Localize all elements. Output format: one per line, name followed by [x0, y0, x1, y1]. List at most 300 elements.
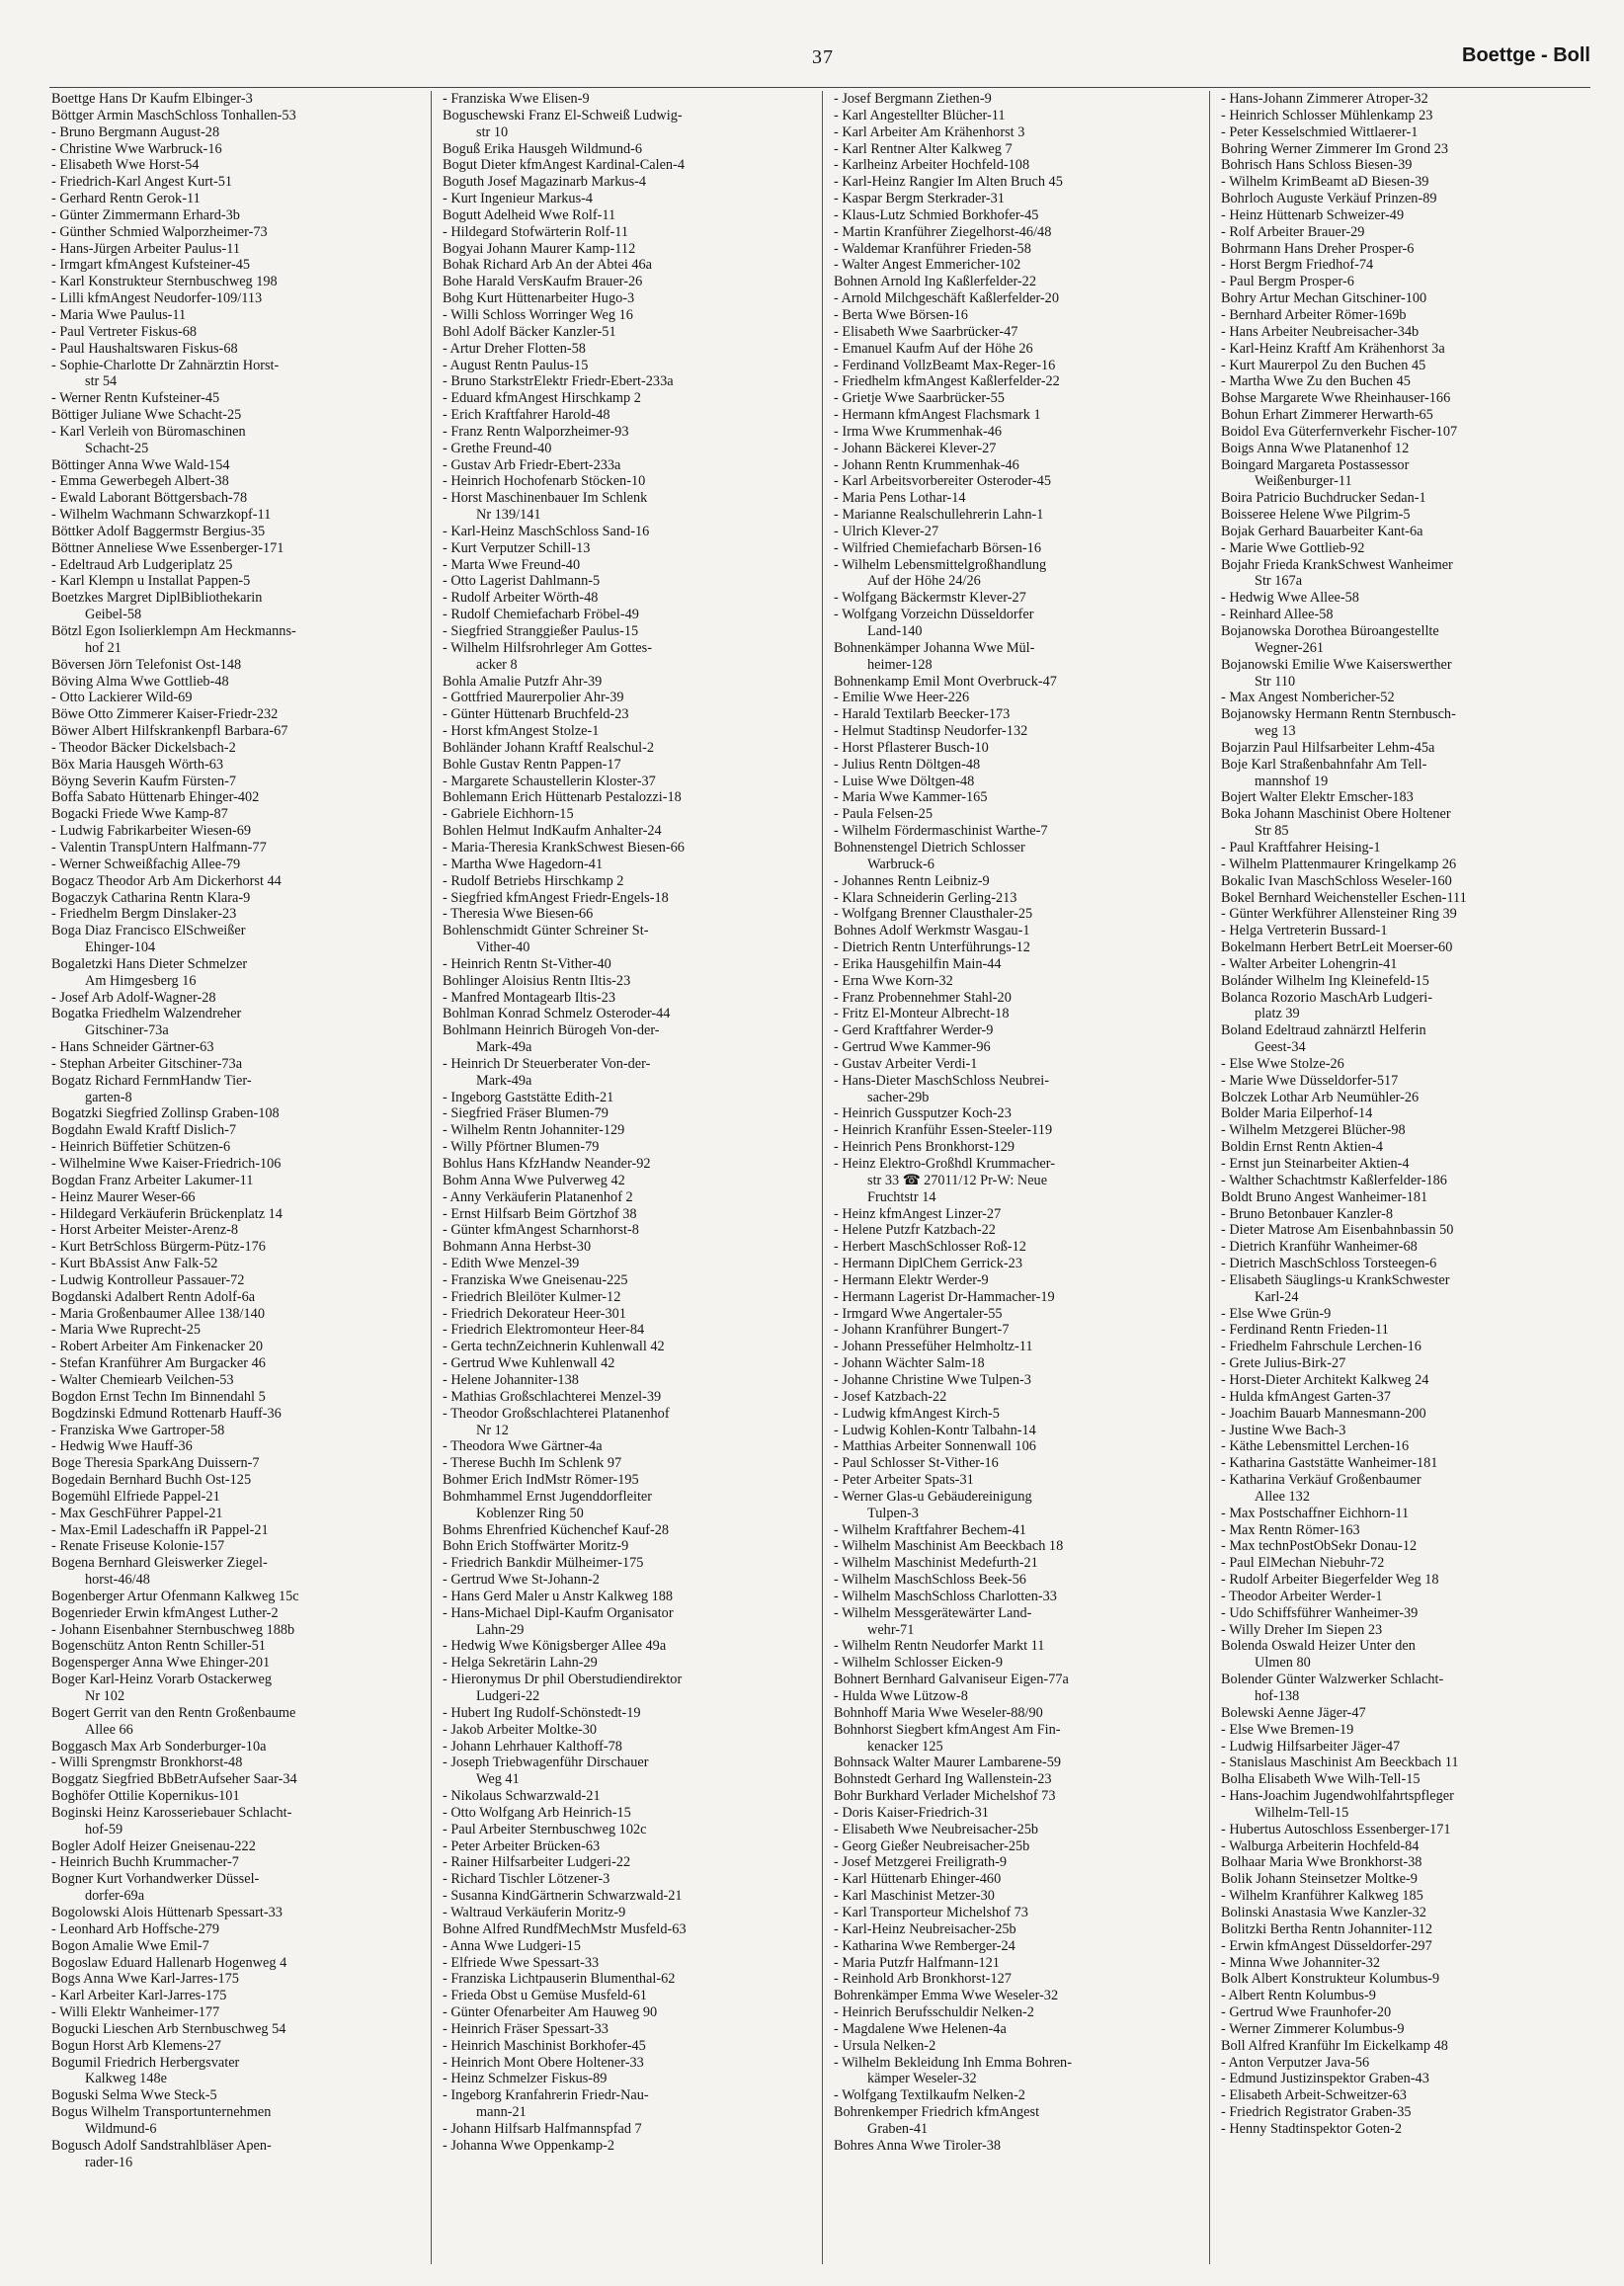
entry-text: - Hans-Jürgen Arbeiter Paulus-11: [51, 240, 240, 257]
directory-entry: [834, 1771, 1205, 1788]
entry-text: Bohrenkämper Emma Wwe Weseler-32: [834, 1988, 1059, 2004]
directory-entry: [443, 674, 814, 691]
directory-entry: [443, 1805, 814, 1822]
entry-text: Böversen Jörn Telefonist Ost-148: [51, 656, 242, 673]
entry-text: Bojanowska Dorothea Büroangestellte: [1221, 623, 1439, 639]
directory-entry: [443, 1638, 814, 1655]
entry-text: - Günther Schmied Walporzheimer-73: [51, 223, 268, 240]
entry-text: - Siegfried Stranggießer Paulus-15: [443, 623, 639, 639]
directory-entry: [834, 1672, 1205, 1688]
entry-text: - Elisabeth Wwe Neubreisacher-25b: [834, 1821, 1039, 1837]
directory-entry: [1221, 740, 1596, 757]
entry-continuation: acker 8: [476, 656, 518, 673]
directory-entry: [443, 341, 814, 358]
entry-text: - Rainer Hilfsarbeiter Ludgeri-22: [443, 1854, 631, 1871]
directory-entry: [443, 1122, 814, 1139]
directory-entry: [51, 274, 423, 290]
directory-entry: [1221, 1888, 1596, 1905]
directory-entry: [443, 274, 814, 290]
directory-entry: [1221, 590, 1596, 607]
directory-entry: [443, 2038, 814, 2055]
directory-entry: [443, 1105, 814, 1122]
entry-text: - Erika Hausgehilfin Main-44: [834, 955, 1002, 972]
entry-text: - Martin Kranführer Ziegelhorst-46/48: [834, 223, 1052, 240]
directory-entry: [834, 1905, 1205, 1921]
directory-entry: [51, 224, 423, 241]
directory-entry: [443, 1289, 814, 1306]
entry-text: - Wolfgang Brenner Clausthaler-25: [834, 906, 1033, 923]
directory-entry: [1221, 2004, 1596, 2021]
directory-entry: [443, 774, 814, 790]
entry-text: - Ludwig Fabrikarbeiter Wiesen-69: [51, 823, 252, 840]
directory-entry: [443, 1555, 814, 1572]
directory-entry: [1221, 623, 1596, 657]
entry-text: - Karl Hüttenarb Ehinger-460: [834, 1871, 1002, 1888]
entry-text: Boggatz Siegfried BbBetrAufseher Saar-34: [51, 1771, 297, 1788]
entry-text: Bogler Adolf Heizer Gneisenau-222: [51, 1837, 256, 1854]
entry-text: - Friedrich Elektromonteur Heer-84: [443, 1322, 645, 1339]
directory-entry: [51, 1389, 423, 1406]
directory-entry: [1221, 2104, 1596, 2121]
directory-entry: [51, 108, 423, 124]
entry-continuation: Wildmund-6: [85, 2120, 157, 2137]
entry-text: - Wilhelm Metzgerei Blücher-98: [1221, 1122, 1406, 1139]
entry-continuation: Vither-40: [476, 939, 530, 956]
entry-text: - Renate Friseuse Kolonie-157: [51, 1538, 225, 1555]
entry-text: Bojert Walter Elektr Emscher-183: [1221, 789, 1414, 806]
entry-text: - Sophie-Charlotte Dr Zahnärztin Horst-: [51, 357, 280, 373]
entry-text: Bohnstedt Gerhard Ing Wallenstein-23: [834, 1771, 1052, 1788]
entry-continuation: rader-16: [85, 2154, 133, 2170]
directory-column-4: [1221, 91, 1596, 2264]
directory-entry: [51, 757, 423, 774]
directory-entry: [443, 407, 814, 424]
directory-entry: [443, 1971, 814, 1988]
directory-entry: [443, 1788, 814, 1805]
directory-entry: [1221, 1788, 1596, 1822]
directory-entry: [834, 990, 1205, 1007]
entry-continuation: Nr 102: [85, 1688, 125, 1704]
directory-entry: [443, 1888, 814, 1905]
directory-entry: [1221, 557, 1596, 591]
entry-text: - Stefan Kranführer Am Burgacker 46: [51, 1355, 266, 1372]
entry-text: - Irmgart kfmAngest Kufsteiner-45: [51, 257, 251, 274]
entry-text: - Bruno Bergmann August-28: [51, 123, 220, 140]
entry-text: Bokel Bernhard Weichensteller Eschen-111: [1221, 889, 1467, 906]
directory-entry: [51, 723, 423, 740]
directory-entry: [1221, 1173, 1596, 1189]
directory-entry: [51, 1455, 423, 1472]
entry-text: - Heinrich Schlosser Mühlenkamp 23: [1221, 107, 1433, 123]
directory-entry: [1221, 857, 1596, 873]
entry-text: - Friedrich-Karl Angest Kurt-51: [51, 174, 233, 191]
directory-entry: [1221, 390, 1596, 407]
directory-entry: [1221, 274, 1596, 290]
directory-entry: [834, 1239, 1205, 1256]
entry-text: Boll Alfred Kranführ Im Eickelkamp 48: [1221, 2037, 1448, 2054]
directory-entry: [51, 2055, 423, 2088]
entry-text: - Heinz kfmAngest Linzer-27: [834, 1205, 1002, 1222]
directory-entry: [51, 1905, 423, 1921]
directory-entry: [443, 91, 814, 108]
directory-entry: [51, 1438, 423, 1455]
entry-text: - Julius Rentn Döltgen-48: [834, 756, 981, 773]
entry-text: Boga Diaz Francisco ElSchweißer: [51, 923, 246, 939]
entry-continuation: Warbruck-6: [867, 856, 934, 872]
directory-entry: [834, 923, 1205, 939]
directory-entry: [443, 1905, 814, 1921]
directory-entry: [1221, 1921, 1596, 1938]
directory-entry: [443, 1056, 814, 1090]
entry-continuation: weg 13: [1255, 723, 1296, 740]
page-header: [0, 0, 1624, 94]
entry-text: - Hermann DiplChem Gerrick-23: [834, 1256, 1022, 1272]
directory-entry: [443, 2087, 814, 2121]
directory-entry: [1221, 1838, 1596, 1855]
entry-continuation: Land-140: [867, 623, 923, 639]
entry-text: - Therese Buchh Im Schlenk 97: [443, 1455, 622, 1472]
directory-entry: [1221, 1938, 1596, 1955]
entry-text: - Christine Wwe Warbruck-16: [51, 140, 222, 157]
entry-text: - Marianne Realschullehrerin Lahn-1: [834, 507, 1044, 524]
entry-continuation: Ulmen 80: [1255, 1655, 1311, 1672]
entry-text: - Klara Schneiderin Gerling-213: [834, 889, 1017, 906]
directory-entry: [834, 1705, 1205, 1722]
directory-entry: [1221, 1389, 1596, 1406]
directory-entry: [51, 290, 423, 307]
directory-entry: [1221, 1139, 1596, 1156]
directory-entry: [51, 91, 423, 108]
directory-entry: [443, 290, 814, 307]
entry-continuation: Graben-41: [867, 2120, 929, 2137]
directory-entry: [1221, 1755, 1596, 1771]
entry-text: - Ursula Nelken-2: [834, 2037, 936, 2054]
entry-text: - Wilhelmine Wwe Kaiser-Friedrich-106: [51, 1156, 282, 1172]
entry-text: - Elfriede Wwe Spessart-33: [443, 1954, 600, 1971]
directory-entry: [834, 757, 1205, 774]
entry-text: - Waldemar Kranführer Frieden-58: [834, 240, 1031, 257]
entry-continuation: horst-46/48: [85, 1572, 150, 1589]
entry-text: - Karl Arbeitsvorbereiter Osteroder-45: [834, 473, 1052, 490]
directory-entry: [1221, 324, 1596, 341]
entry-text: - Horst kfmAngest Stolze-1: [443, 723, 600, 740]
entry-text: - Friedrich Dekorateur Heer-301: [443, 1305, 626, 1322]
directory-entry: [51, 623, 423, 657]
entry-text: - Reinhard Allee-58: [1221, 607, 1334, 623]
entry-text: - Paul Haushaltswaren Fiskus-68: [51, 340, 238, 357]
entry-text: - Marie Wwe Düsseldorfer-517: [1221, 1072, 1399, 1089]
entry-text: Bolk Albert Konstrukteur Kolumbus-9: [1221, 1971, 1440, 1988]
entry-text: Böwer Albert Hilfskrankenpfl Barbara-67: [51, 723, 288, 740]
directory-entry: [443, 358, 814, 374]
entry-text: Bolanca Rozorio MaschArb Ludgeri-: [1221, 989, 1432, 1006]
directory-entry: [51, 191, 423, 207]
entry-text: - Theodora Wwe Gärtner-4a: [443, 1438, 603, 1455]
entry-text: - Heinz Hüttenarb Schweizer-49: [1221, 206, 1405, 223]
directory-entry: [51, 174, 423, 191]
entry-text: - Otto Lagerist Dahlmann-5: [443, 573, 601, 590]
entry-text: Bohlenschmidt Günter Schreiner St-: [443, 923, 649, 939]
entry-text: - Karl Angestellter Blücher-11: [834, 107, 1006, 123]
entry-text: - Hedwig Wwe Königsberger Allee 49a: [443, 1638, 667, 1655]
directory-entry: [51, 407, 423, 424]
directory-entry: [834, 1788, 1205, 1805]
entry-text: - Johann Pressefüher Helmholtz-11: [834, 1339, 1033, 1355]
entry-text: - Mathias Großschlachterei Menzel-39: [443, 1388, 662, 1405]
directory-entry: [51, 557, 423, 574]
directory-entry: [443, 1455, 814, 1472]
directory-entry: [51, 324, 423, 341]
entry-text: Böwe Otto Zimmerer Kaiser-Friedr-232: [51, 706, 279, 723]
entry-text: - Rudolf Arbeiter Biegerfelder Weg 18: [1221, 1572, 1439, 1589]
directory-entry: [443, 1538, 814, 1555]
directory-entry: [834, 823, 1205, 840]
directory-entry: [1221, 2071, 1596, 2087]
directory-entry: [1221, 840, 1596, 857]
entry-continuation: Ehinger-104: [85, 939, 156, 956]
directory-entry: [1221, 890, 1596, 907]
directory-entry: [51, 358, 423, 391]
entry-text: Bogenschütz Anton Rentn Schiller-51: [51, 1638, 266, 1655]
directory-entry: [834, 1589, 1205, 1605]
entry-text: - Max Angest Nombericher-52: [1221, 690, 1395, 706]
entry-text: - Walter Arbeiter Lohengrin-41: [1221, 955, 1398, 972]
directory-entry: [51, 1705, 423, 1739]
directory-entry: [834, 1073, 1205, 1106]
entry-text: - Wolfgang Textilkaufm Nelken-2: [834, 2087, 1025, 2104]
entry-text: - Theodor Arbeiter Werder-1: [1221, 1588, 1383, 1604]
entry-text: - Paul Vertreter Fiskus-68: [51, 323, 198, 340]
directory-entry: [51, 1938, 423, 1955]
entry-text: Bogedain Bernhard Buchh Ost-125: [51, 1472, 252, 1489]
entry-text: - Peter Arbeiter Spats-31: [834, 1472, 974, 1489]
entry-text: - Stanislaus Maschinist Am Beeckbach 11: [1221, 1755, 1459, 1771]
entry-text: Bohmhammel Ernst Jugenddorfleiter: [443, 1488, 653, 1505]
entry-text: Bokalic Ivan MaschSchloss Weseler-160: [1221, 872, 1452, 889]
directory-entry: [443, 690, 814, 706]
entry-text: Böttker Adolf Baggermstr Bergius-35: [51, 523, 266, 539]
entry-text: - Johanna Wwe Oppenkamp-2: [443, 2137, 615, 2154]
directory-entry: [443, 1306, 814, 1323]
directory-entry: [834, 1455, 1205, 1472]
directory-entry: [1221, 1555, 1596, 1572]
entry-continuation: Geibel-58: [85, 607, 142, 623]
entry-text: - Hans Gerd Maler u Anstr Kalkweg 188: [443, 1588, 674, 1604]
directory-entry: [443, 141, 814, 158]
entry-text: Boidol Eva Güterfernverkehr Fischer-107: [1221, 423, 1458, 440]
directory-entry: [51, 241, 423, 258]
directory-entry: [443, 1339, 814, 1355]
entry-text: - Edmund Justizinspektor Graben-43: [1221, 2071, 1429, 2087]
directory-entry: [443, 873, 814, 890]
directory-entry: [834, 840, 1205, 873]
directory-entry: [834, 607, 1205, 640]
entry-continuation: Allee 132: [1255, 1488, 1310, 1505]
entry-text: - Karl Rentner Alter Kalkweg 7: [834, 140, 1013, 157]
directory-entry: [51, 1771, 423, 1788]
entry-text: - Rudolf Betriebs Hirschkamp 2: [443, 872, 624, 889]
directory-entry: [834, 873, 1205, 890]
directory-entry: [1221, 1322, 1596, 1339]
directory-entry: [834, 1122, 1205, 1139]
entry-text: - Gustav Arbeiter Verdi-1: [834, 1055, 978, 1072]
entry-text: Bogert Gerrit van den Rentn Großenbaume: [51, 1704, 296, 1721]
directory-entry: [834, 1522, 1205, 1539]
entry-text: - Bruno StarkstrElektr Friedr-Ebert-233a: [443, 373, 674, 390]
entry-text: - Heinrich Maschinist Borkhofer-45: [443, 2037, 646, 2054]
directory-entry: [834, 124, 1205, 141]
entry-text: Böving Alma Wwe Gottlieb-48: [51, 673, 229, 690]
directory-entry: [834, 1322, 1205, 1339]
directory-entry: [834, 1888, 1205, 1905]
directory-entry: [51, 2138, 423, 2171]
directory-entry: [834, 91, 1205, 108]
directory-entry: [1221, 690, 1596, 706]
directory-entry: [834, 407, 1205, 424]
directory-entry: [834, 224, 1205, 241]
directory-entry: [834, 1638, 1205, 1655]
entry-text: - Albert Rentn Kolumbus-9: [1221, 1988, 1376, 2004]
entry-text: - Karlheinz Arbeiter Hochfeld-108: [834, 157, 1030, 174]
entry-text: Bohländer Johann Kraftf Realschul-2: [443, 739, 654, 756]
entry-text: - Ewald Laborant Böttgersbach-78: [51, 490, 248, 507]
directory-entry: [443, 390, 814, 407]
directory-entry: [51, 1555, 423, 1589]
entry-text: Bohnsack Walter Maurer Lambarene-59: [834, 1755, 1062, 1771]
directory-entry: [51, 490, 423, 507]
directory-entry: [834, 257, 1205, 274]
entry-text: Bogdahn Ewald Kraftf Dislich-7: [51, 1122, 237, 1139]
directory-entry: [51, 424, 423, 457]
directory-entry: [51, 573, 423, 590]
entry-text: Bohnenkämper Johanna Wwe Mül-: [834, 639, 1035, 656]
directory-entry: [443, 906, 814, 923]
directory-entry: [834, 973, 1205, 990]
directory-entry: [51, 341, 423, 358]
directory-entry: [834, 1755, 1205, 1771]
directory-entry: [443, 157, 814, 174]
entry-text: Bohnert Bernhard Galvaniseur Eigen-77a: [834, 1672, 1069, 1688]
directory-entry: [51, 1355, 423, 1372]
directory-entry: [834, 1206, 1205, 1223]
entry-text: - Magdalene Wwe Helenen-4a: [834, 2020, 1007, 2037]
directory-entry: [443, 789, 814, 806]
entry-text: - Edith Wwe Menzel-39: [443, 1256, 580, 1272]
entry-text: Bogatz Richard FernmHandw Tier-: [51, 1072, 252, 1089]
entry-text: Bohres Anna Wwe Tiroler-38: [834, 2137, 1002, 2154]
entry-text: - Theodor Großschlachterei Platanenhof: [443, 1405, 670, 1422]
entry-text: - Peter Arbeiter Brücken-63: [443, 1837, 601, 1854]
directory-entry: [443, 1090, 814, 1106]
directory-entry: [51, 857, 423, 873]
entry-text: - Grethe Freund-40: [443, 440, 552, 456]
directory-entry: [51, 1272, 423, 1289]
entry-text: - Maria Wwe Kammer-165: [834, 789, 988, 806]
entry-text: - Else Wwe Stolze-26: [1221, 1055, 1344, 1072]
directory-entry: [834, 1555, 1205, 1572]
directory-entry: [834, 1822, 1205, 1838]
directory-entry: [1221, 1239, 1596, 1256]
directory-entry: [51, 2021, 423, 2038]
entry-text: - Hans-Michael Dipl-Kaufm Organisator: [443, 1604, 674, 1621]
entry-text: - Heinrich Gussputzer Koch-23: [834, 1105, 1012, 1122]
entry-text: Boettge Hans Dr Kaufm Elbinger-3: [51, 91, 253, 107]
entry-text: - Friedrich Registrator Graben-35: [1221, 2104, 1412, 2121]
entry-text: - Wolfgang Bäckermstr Klever-27: [834, 590, 1026, 607]
directory-entry: [834, 890, 1205, 907]
entry-text: - Dietrich MaschSchloss Torsteegen-6: [1221, 1256, 1437, 1272]
entry-text: - Minna Wwe Johanniter-32: [1221, 1954, 1381, 1971]
entry-text: - Heinrich Fräser Spessart-33: [443, 2020, 609, 2037]
entry-text: - Karl Arbeiter Am Krähenhorst 3: [834, 123, 1025, 140]
directory-entry: [51, 690, 423, 706]
entry-text: - Paul Schlosser St-Vither-16: [834, 1455, 999, 1472]
directory-entry: [1221, 1339, 1596, 1355]
directory-entry: [443, 1838, 814, 1855]
entry-text: Bogdzinski Edmund Rottenarb Hauff-36: [51, 1405, 282, 1422]
directory-entry: [443, 241, 814, 258]
directory-entry: [834, 174, 1205, 191]
entry-text: Bohse Margarete Wwe Rheinhauser-166: [1221, 390, 1451, 407]
entry-text: Bokelmann Herbert BetrLeit Moerser-60: [1221, 939, 1453, 956]
entry-text: Bohn Erich Stoffwärter Moritz-9: [443, 1538, 629, 1555]
directory-entry: [51, 307, 423, 324]
entry-continuation: hof-138: [1255, 1688, 1300, 1704]
entry-text: - Horst Maschinenbauer Im Schlenk: [443, 490, 648, 507]
directory-entry: [443, 973, 814, 990]
directory-entry: [1221, 1722, 1596, 1739]
directory-entry: [51, 257, 423, 274]
directory-entry: [1221, 2055, 1596, 2072]
entry-text: Bohla Amalie Putzfr Ahr-39: [443, 673, 603, 690]
directory-entry: [51, 1173, 423, 1189]
directory-entry: [443, 857, 814, 873]
directory-entry: [443, 990, 814, 1007]
directory-entry: [834, 358, 1205, 374]
directory-entry: [1221, 1206, 1596, 1223]
entry-text: Boguth Josef Magazinarb Markus-4: [443, 174, 647, 191]
directory-entry: [51, 1156, 423, 1173]
entry-continuation: Schacht-25: [85, 440, 149, 456]
directory-entry: [834, 1489, 1205, 1522]
directory-entry: [834, 1438, 1205, 1455]
directory-entry: [1221, 1638, 1596, 1672]
directory-entry: [834, 473, 1205, 490]
entry-text: Bolánder Wilhelm Ing Kleinefeld-15: [1221, 972, 1429, 989]
directory-entry: [51, 2004, 423, 2021]
directory-entry: [1221, 1988, 1596, 2004]
entry-text: - Heinrich Dr Steuerberater Von-der-: [443, 1055, 651, 1072]
entry-text: Bohnenstengel Dietrich Schlosser: [834, 839, 1025, 856]
directory-entry: [834, 390, 1205, 407]
directory-entry: [1221, 2121, 1596, 2138]
directory-entry: [1221, 407, 1596, 424]
directory-entry: [443, 1938, 814, 1955]
entry-text: - Gertrud Wwe St-Johann-2: [443, 1572, 600, 1589]
directory-entry: [1221, 207, 1596, 224]
entry-text: - Gottfried Maurerpolier Ahr-39: [443, 690, 624, 706]
directory-entry: [1221, 241, 1596, 258]
entry-text: Bojarzin Paul Hilfsarbeiter Lehm-45a: [1221, 739, 1435, 756]
directory-entry: [51, 1206, 423, 1223]
entry-text: - Werner Zimmerer Kolumbus-9: [1221, 2020, 1405, 2037]
entry-text: Bohg Kurt Hüttenarbeiter Hugo-3: [443, 290, 635, 307]
directory-entry: [834, 1971, 1205, 1988]
directory-entry: [834, 1805, 1205, 1822]
directory-entry: [834, 557, 1205, 591]
entry-text: - Nikolaus Schwarzwald-21: [443, 1788, 601, 1805]
entry-text: - Max-Emil Ladeschaffn iR Pappel-21: [51, 1521, 269, 1538]
